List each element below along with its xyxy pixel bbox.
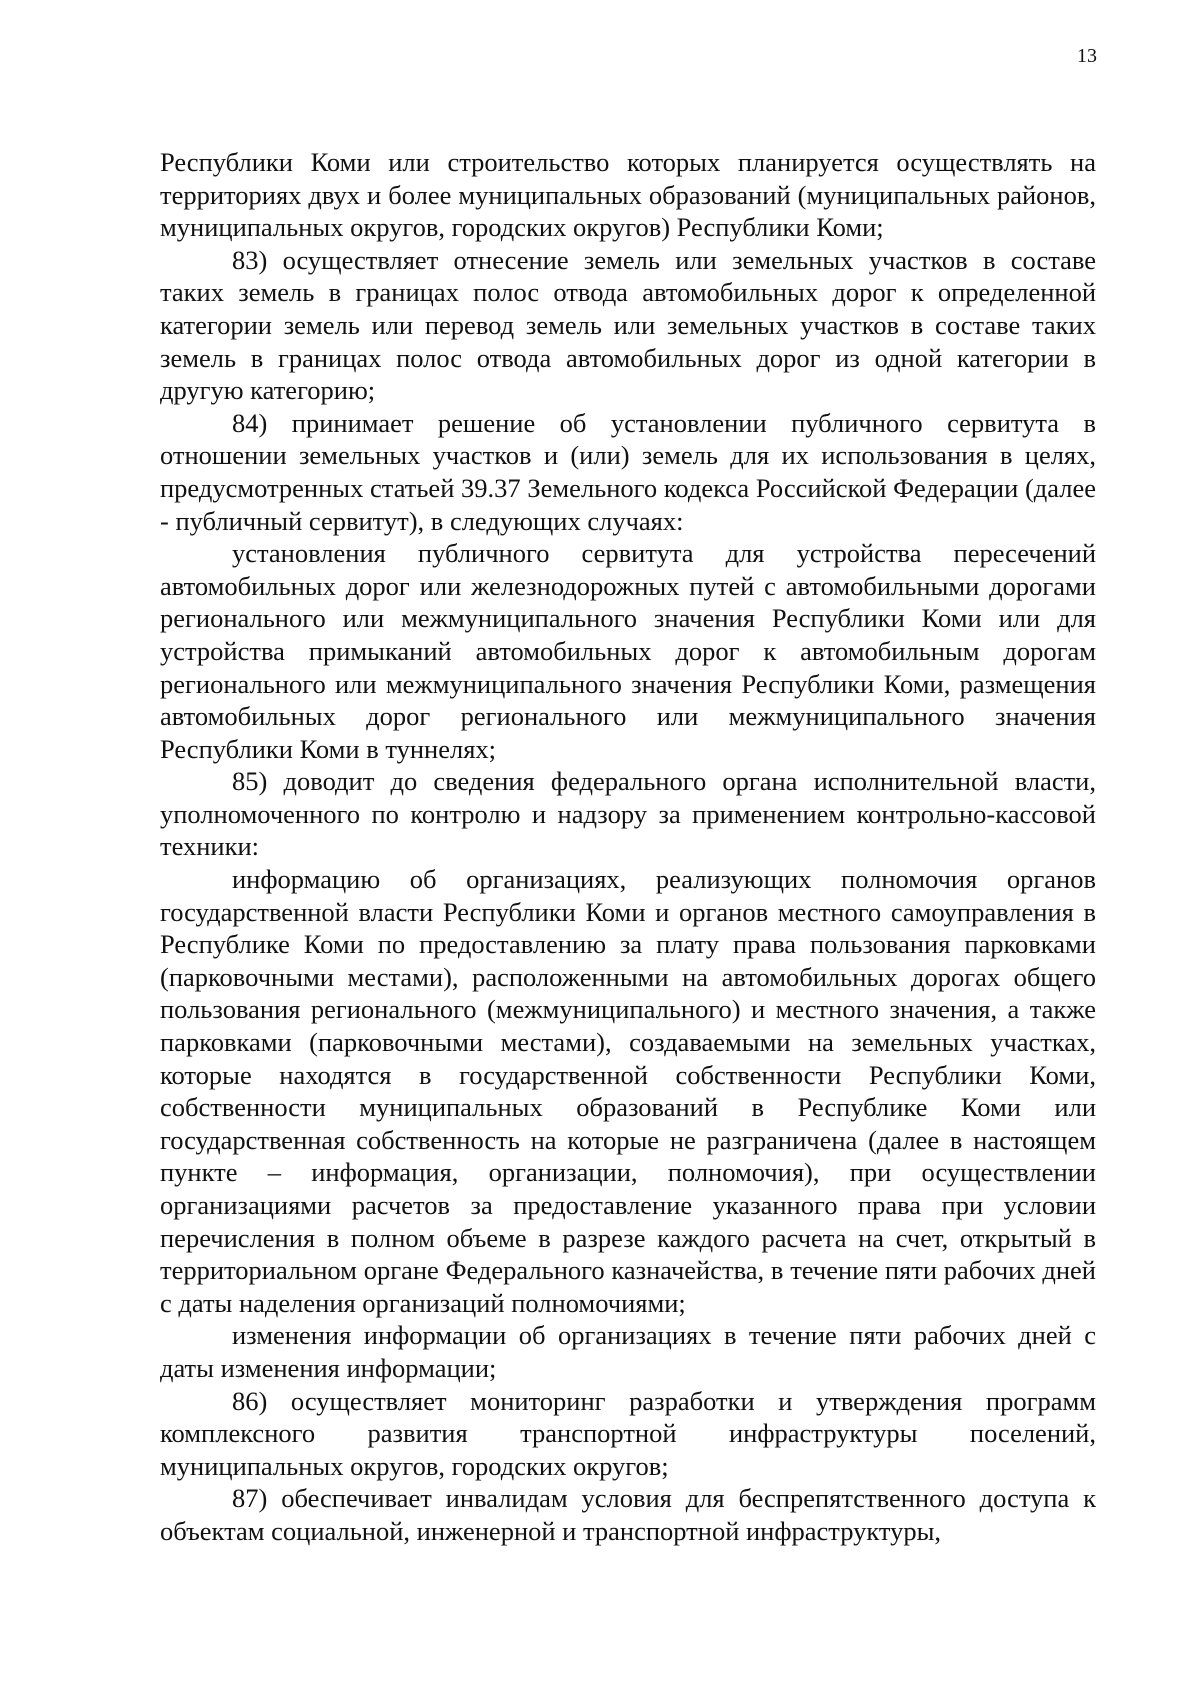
paragraph-item-85-changes: изменения информации об организациях в течение пяти рабочих дней с даты изменения информации; — [160, 1320, 1096, 1383]
paragraph-item-84-case: установления публичного сервитута для устройства пересечений автомобильных дорог или железнодорожных путей с автомобильными дорогами регионального или межмуниципального значения Республики Коми или для устройства примыканий автомобильных дорог к автомобильным дорогам регионального или межмуниципального значения Республики Коми, размещения автомобильных дорог регионального или межмуниципального значения Республики Коми в туннелях; — [160, 538, 1096, 764]
paragraph-item-87: 87) обеспечивает инвалидам условия для беспрепятственного доступа к объектам социальной, инженерной и транспортной инфраструктуры, — [160, 1483, 1096, 1546]
paragraph-continuation: Республики Коми или строительство которых планируется осуществлять на территориях двух и более муниципальных образований (муниципальных районов, муниципальных округов, городских округов) Республики Коми; — [160, 147, 1096, 243]
paragraph-item-86: 86) осуществляет мониторинг разработки и утверждения программ комплексного развития транспортной инфраструктуры поселений, муниципальных округов, городских округов; — [160, 1385, 1096, 1481]
page-number: 13 — [1077, 45, 1097, 67]
document-body — [160, 146, 1096, 1548]
paragraph-item-85: 85) доводит до сведения федерального органа исполнительной власти, уполномоченного по контролю и надзору за применением контрольно-кассовой техники: — [160, 766, 1096, 862]
paragraph-item-83: 83) осуществляет отнесение земель или земельных участков в составе таких земель в границах полос отвода автомобильных дорог к определенной категории земель или перевод земель или земельных участков в составе таких земель в границах полос отвода автомобильных дорог из одной категории в другую категорию; — [160, 244, 1096, 406]
paragraph-item-84: 84) принимает решение об установлении публичного сервитута в отношении земельных участков и (или) земель для их использования в целях, предусмотренных статьей 39.37 Земельного кодекса Российской Федерации (далее - публичный сервитут), в следующих случаях: — [160, 407, 1096, 536]
paragraph-item-85-information: информацию об организациях, реализующих полномочия органов государственной власти Республики Коми и органов местного самоуправления в Республике Коми по предоставлению за плату права пользования парковками (парковочными местами), расположенными на автомобильных дорогах общего пользования регионального (межмуниципального) и местного значения, а также парковками (парковочными местами), создаваемыми на земельных участках, которые находятся в государственной собственности Республики Коми, собственности муниципальных образований в Республике Коми или государственная собственность на которые не разграничена (далее в настоящем пункте – информация, организации, полномочия), при осуществлении организациями расчетов за предоставление указанного права при условии перечисления в полном объеме в разрезе каждого расчета на счет, открытый в территориальном органе Федерального казначейства, в течение пяти рабочих дней с даты наделения организаций полномочиями; — [160, 864, 1096, 1318]
